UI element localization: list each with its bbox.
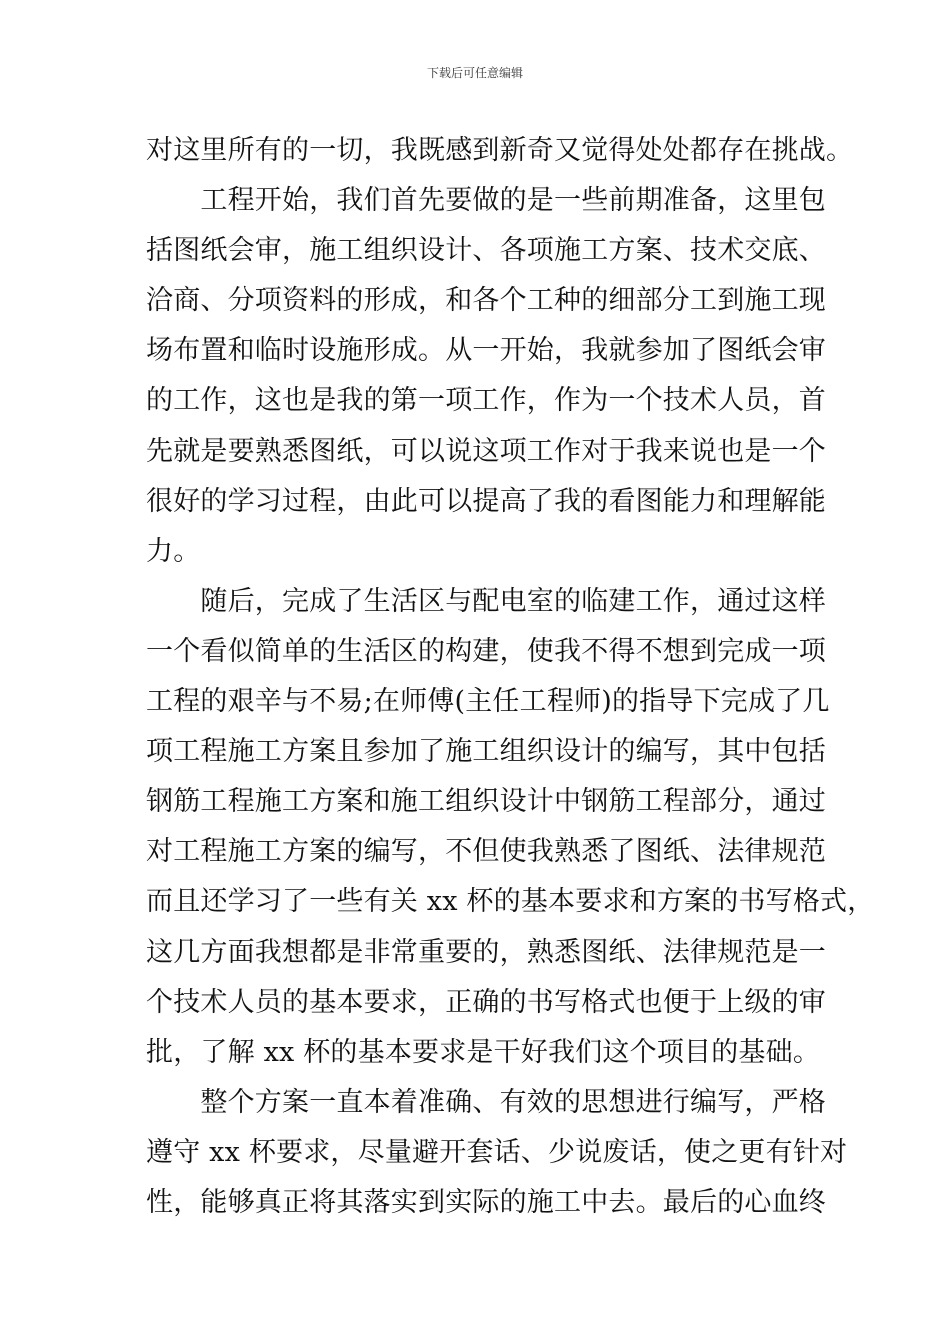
text-line: 洽商、分项资料的形成，和各个工种的细部分工到施工现	[146, 285, 826, 317]
text-line: 场布置和临时设施形成。从一开始，我就参加了图纸会审	[146, 335, 826, 367]
document-body	[146, 126, 875, 1228]
text-line: 工程开始，我们首先要做的是一些前期准备，这里包	[146, 185, 826, 217]
text-line: 对工程施工方案的编写，不但使我熟悉了图纸、法律规范	[146, 836, 826, 868]
text-line: 对这里所有的一切，我既感到新奇又觉得处处都存在挑战。	[146, 135, 854, 166]
text-line: 先就是要熟悉图纸，可以说这项工作对于我来说也是一个	[146, 435, 826, 467]
text-line: 这几方面我想都是非常重要的，熟悉图纸、法律规范是一	[146, 936, 826, 968]
text-line: 很好的学习过程，由此可以提高了我的看图能力和理解能	[146, 485, 826, 517]
text-line: 项工程施工方案且参加了施工组织设计的编写，其中包括	[146, 736, 826, 768]
text-line: 括图纸会审，施工组织设计、各项施工方案、技术交底、	[146, 235, 826, 267]
text-line: 整个方案一直本着准确、有效的思想进行编写，严格	[146, 1086, 826, 1118]
text-line: 工程的艰辛与不易;在师傅(主任工程师)的指导下完成了几	[146, 686, 830, 718]
text-line: 随后，完成了生活区与配电室的临建工作，通过这样	[146, 585, 826, 617]
page-header: 下载后可任意编辑	[426, 66, 523, 80]
text-line: 个技术人员的基本要求，正确的书写格式也便于上级的审	[146, 986, 826, 1018]
text-line: 批，了解 xx 杯的基本要求是干好我们这个项目的基础。	[146, 1036, 821, 1068]
text-line: 的工作，这也是我的第一项工作，作为一个技术人员，首	[146, 385, 826, 417]
text-line: 力。	[146, 535, 201, 567]
text-line: 一个看似简单的生活区的构建，使我不得不想到完成一项	[146, 635, 826, 667]
text-line: 遵守 xx 杯要求，尽量避开套话、少说废话，使之更有针对	[146, 1136, 848, 1168]
text-line: 而且还学习了一些有关 xx 杯的基本要求和方案的书写格式，	[146, 886, 875, 918]
text-line: 性，能够真正将其落实到实际的施工中去。最后的心血终	[146, 1186, 826, 1218]
text-line: 钢筋工程施工方案和施工组织设计中钢筋工程部分，通过	[146, 786, 826, 818]
